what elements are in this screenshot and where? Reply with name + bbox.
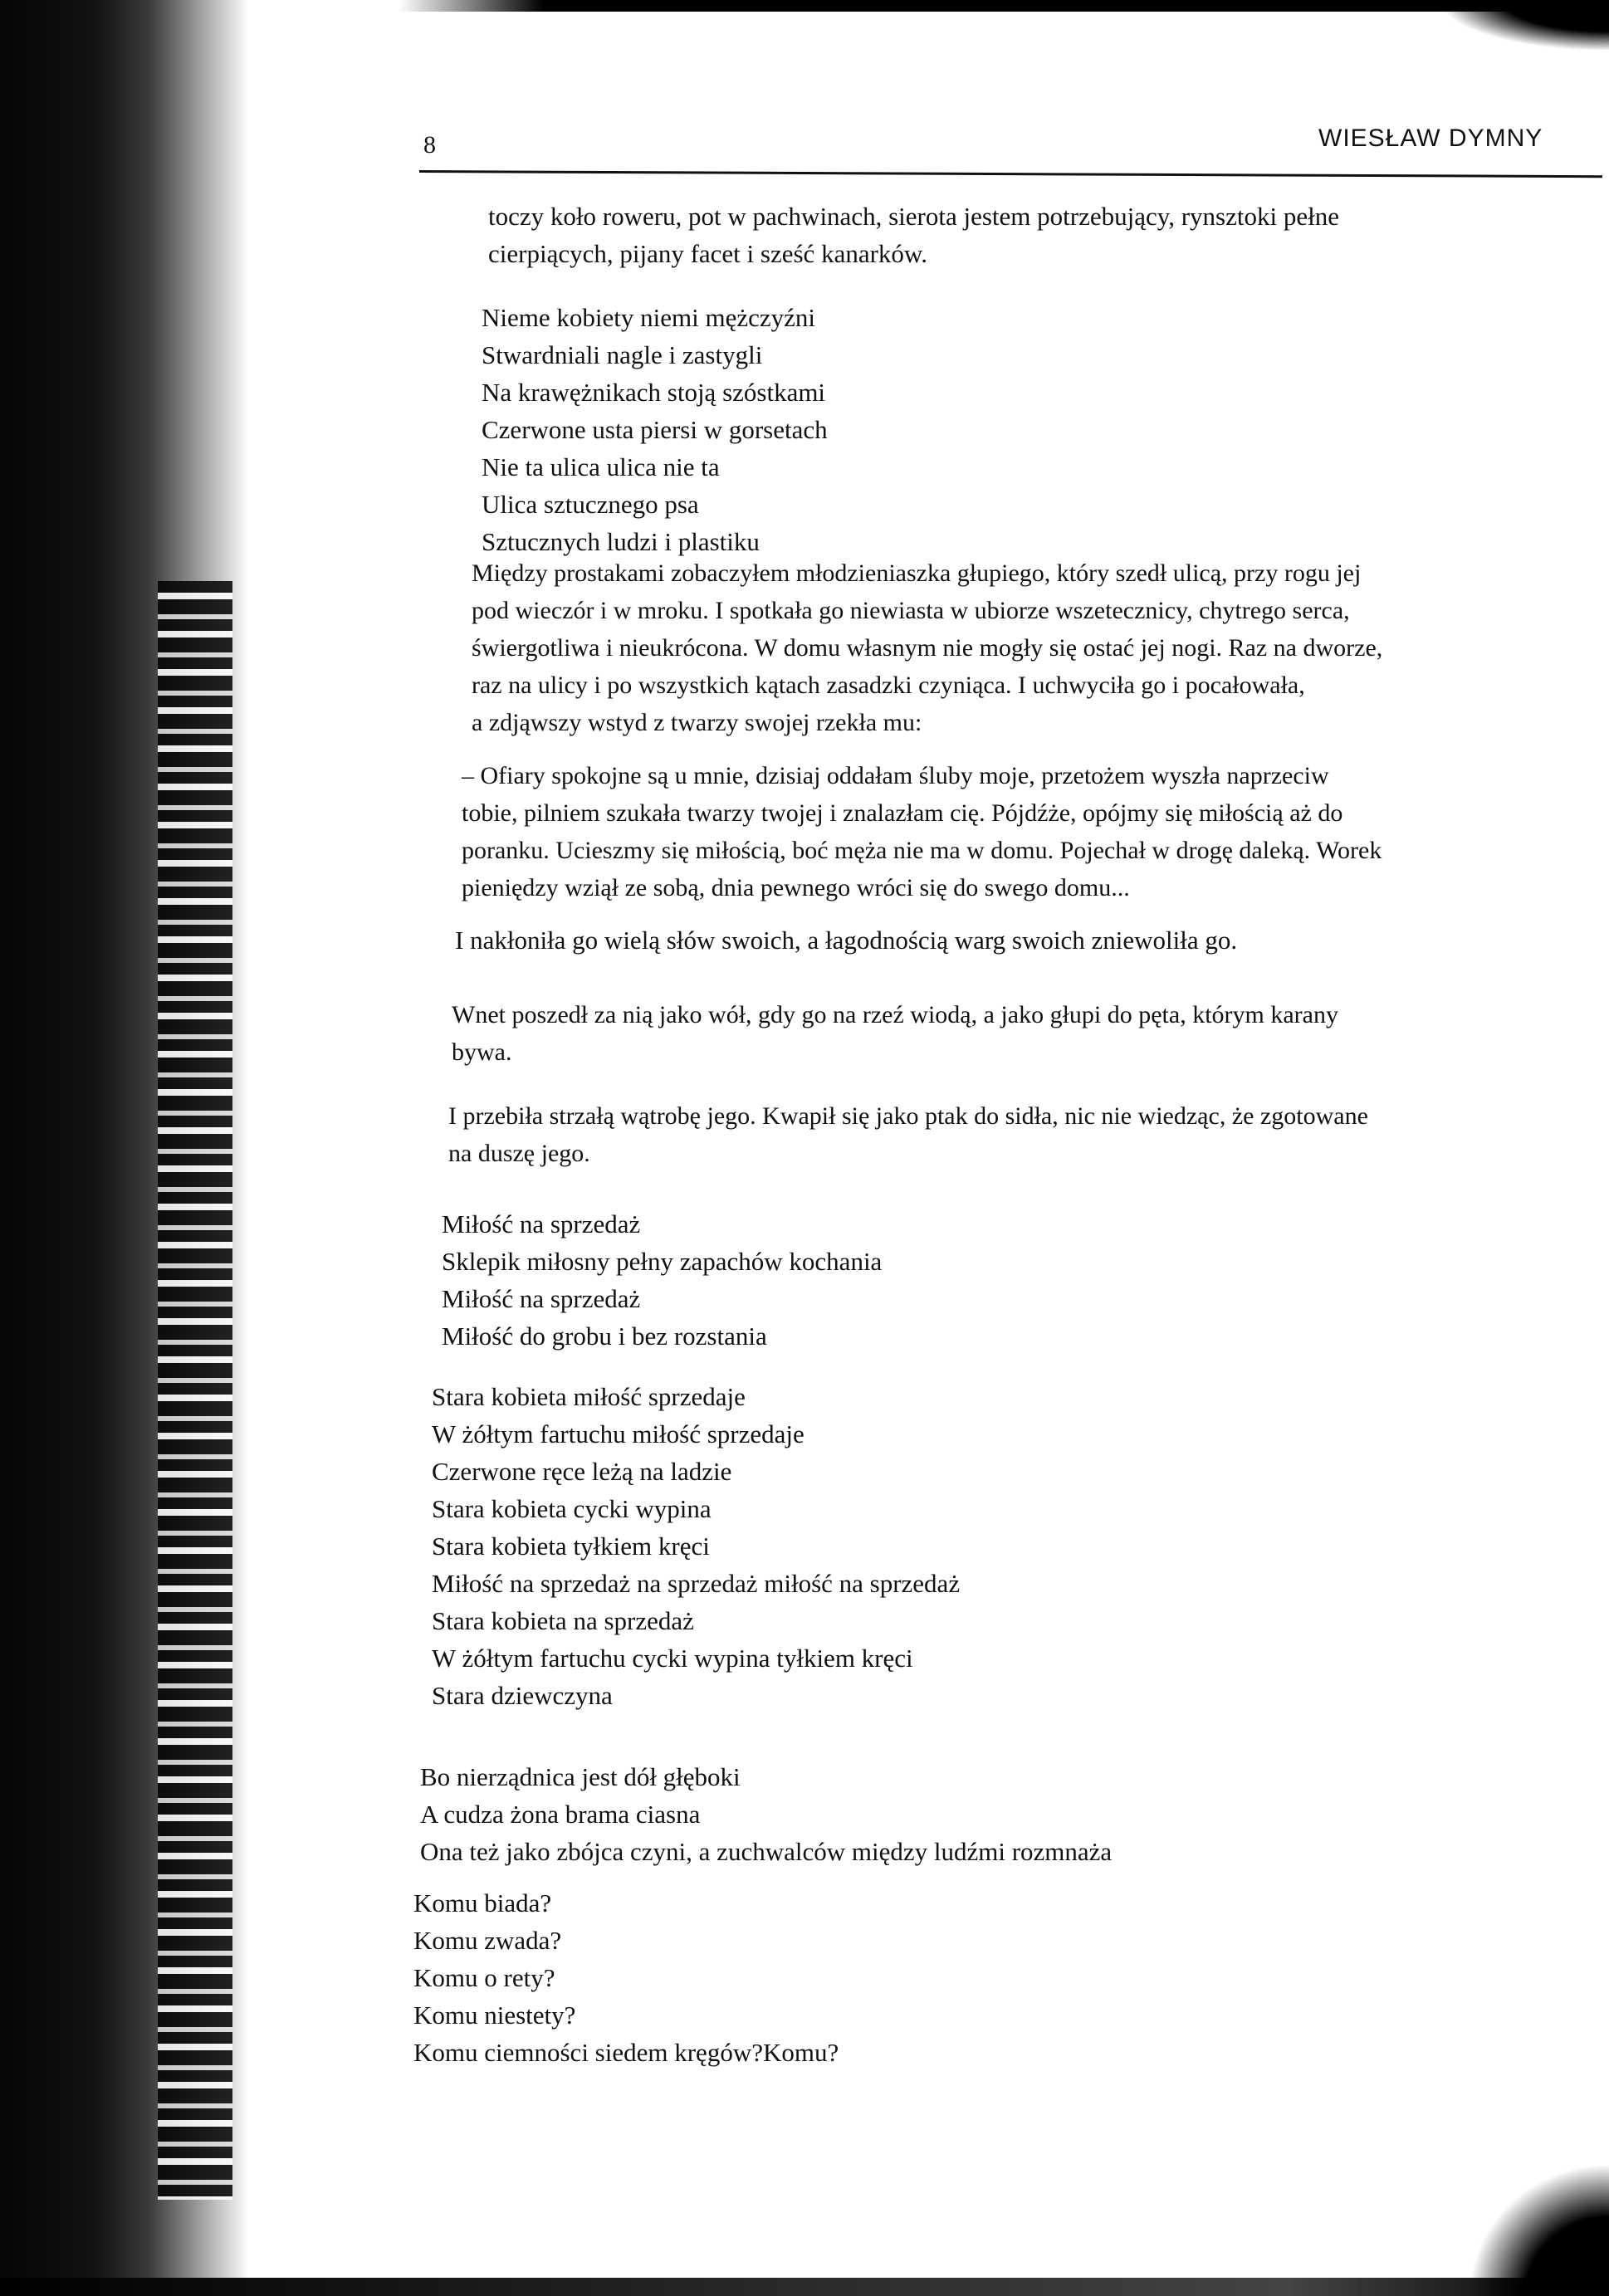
verse-line: Miłość na sprzedaż <box>442 1209 641 1238</box>
scan-binding-stripes <box>158 581 232 2200</box>
paragraph-3 <box>462 757 1382 906</box>
text-line: świergotliwa i nieukrócona. W domu własnym nie mogły się ostać jej nogi. Raz na dworze, <box>472 634 1383 662</box>
verse-line: A cudza żona brama ciasna <box>420 1800 701 1829</box>
verse-line: Czerwone ręce leżą na ladzie <box>432 1457 732 1486</box>
verse-line: Czerwone usta piersi w gorsetach <box>482 415 828 444</box>
verse-line: W żółtym fartuchu miłość sprzedaje <box>432 1419 804 1448</box>
paragraph-1 <box>488 198 1339 272</box>
paragraph-5 <box>452 996 1338 1071</box>
running-head: WIESŁAW DYMNY <box>1318 125 1543 152</box>
scan-shadow-top <box>399 0 1609 12</box>
text-line: I nakłoniła go wielą słów swoich, a łagodnością warg swoich zniewoliła go. <box>455 926 1238 955</box>
text-line: toczy koło roweru, pot w pachwinach, sierota jestem potrzebujący, rynsztoki pełne <box>488 202 1339 231</box>
verse-line: Miłość na sprzedaż <box>442 1284 641 1313</box>
verse-3 <box>432 1378 960 1714</box>
verse-line: Sklepik miłosny pełny zapachów kochania <box>442 1247 883 1276</box>
text-line: I przebiła strzałą wątrobę jego. Kwapił się jako ptak do sidła, nic nie wiedząc, że zgotowane <box>448 1102 1368 1130</box>
verse-line: Stwardniali nagle i zastygli <box>482 340 763 369</box>
verse-line: W żółtym fartuchu cycki wypina tyłkiem kręci <box>432 1644 913 1673</box>
text-line: pieniędzy wziął ze sobą, dnia pewnego wróci się do swego domu... <box>462 874 1130 901</box>
verse-line: Komu o rety? <box>413 1963 555 1992</box>
verse-line: Ulica sztucznego psa <box>482 490 699 519</box>
verse-line: Stara kobieta cycki wypina <box>432 1494 712 1523</box>
text-line: a zdjąwszy wstyd z twarzy swojej rzekła mu: <box>472 709 922 736</box>
text-line: raz na ulicy i po wszystkich kątach zasadzki czyniąca. I uchwyciła go i pocałowała, <box>472 672 1305 699</box>
text-line: – Ofiary spokojne są u mnie, dzisiaj oddałam śluby moje, przetożem wyszła naprzeciw <box>462 762 1329 789</box>
text-line: tobie, pilniem szukała twarzy twojej i znalazłam cię. Pójdźże, opójmy się miłością aż do <box>462 799 1343 827</box>
verse-2 <box>442 1205 882 1355</box>
verse-line: Miłość do grobu i bez rozstania <box>442 1321 767 1351</box>
scan-corner-bottom-right <box>1468 2163 1609 2296</box>
verse-line: Stara kobieta miłość sprzedaje <box>432 1382 746 1411</box>
scan-shadow-bottom <box>0 2278 1609 2296</box>
text-line: bywa. <box>452 1038 512 1066</box>
verse-line: Komu niestety? <box>413 2000 576 2030</box>
verse-line: Stara dziewczyna <box>432 1681 613 1710</box>
text-line: poranku. Ucieszmy się miłością, boć męża nie ma w domu. Pojechał w drogę daleką. Worek <box>462 837 1382 864</box>
verse-1 <box>482 299 828 560</box>
verse-line: Stara kobieta tyłkiem kręci <box>432 1531 710 1561</box>
paragraph-4 <box>455 921 1237 959</box>
text-line: pod wieczór i w mroku. I spotkała go niewiasta w ubiorze wszetecznicy, chytrego serca, <box>472 597 1350 624</box>
verse-line: Komu ciemności siedem kręgów?Komu? <box>413 2038 839 2067</box>
header-rule <box>419 170 1602 178</box>
verse-line: Komu zwada? <box>413 1926 562 1955</box>
verse-line: Komu biada? <box>413 1888 552 1917</box>
verse-line: Miłość na sprzedaż na sprzedaż miłość na sprzedaż <box>432 1569 961 1598</box>
page-number: 8 <box>423 131 436 159</box>
verse-line: Ona też jako zbójca czyni, a zuchwalców między ludźmi rozmnaża <box>420 1837 1113 1866</box>
text-line: cierpiących, pijany facet i sześć kanarków. <box>488 239 928 268</box>
verse-line: Nieme kobiety niemi mężczyźni <box>482 303 815 332</box>
verse-line: Sztucznych ludzi i plastiku <box>482 527 760 556</box>
verse-line: Stara kobieta na sprzedaż <box>432 1606 694 1635</box>
paragraph-2 <box>472 554 1382 741</box>
verse-line: Na krawężnikach stoją szóstkami <box>482 378 826 407</box>
text-line: Wnet poszedł za nią jako wół, gdy go na rzeź wiodą, a jako głupi do pęta, którym karany <box>452 1001 1338 1028</box>
verse-line: Bo nierządnica jest dół głęboki <box>420 1762 741 1791</box>
text-line: Między prostakami zobaczyłem młodzieniaszka głupiego, który szedł ulicą, przy rogu jej <box>472 559 1362 587</box>
text-line: na duszę jego. <box>448 1140 590 1167</box>
verse-5 <box>413 1884 839 2071</box>
paragraph-6 <box>448 1097 1368 1172</box>
verse-line: Nie ta ulica ulica nie ta <box>482 452 720 481</box>
scan-corner-top-right <box>1443 0 1609 50</box>
verse-4 <box>420 1758 1112 1870</box>
